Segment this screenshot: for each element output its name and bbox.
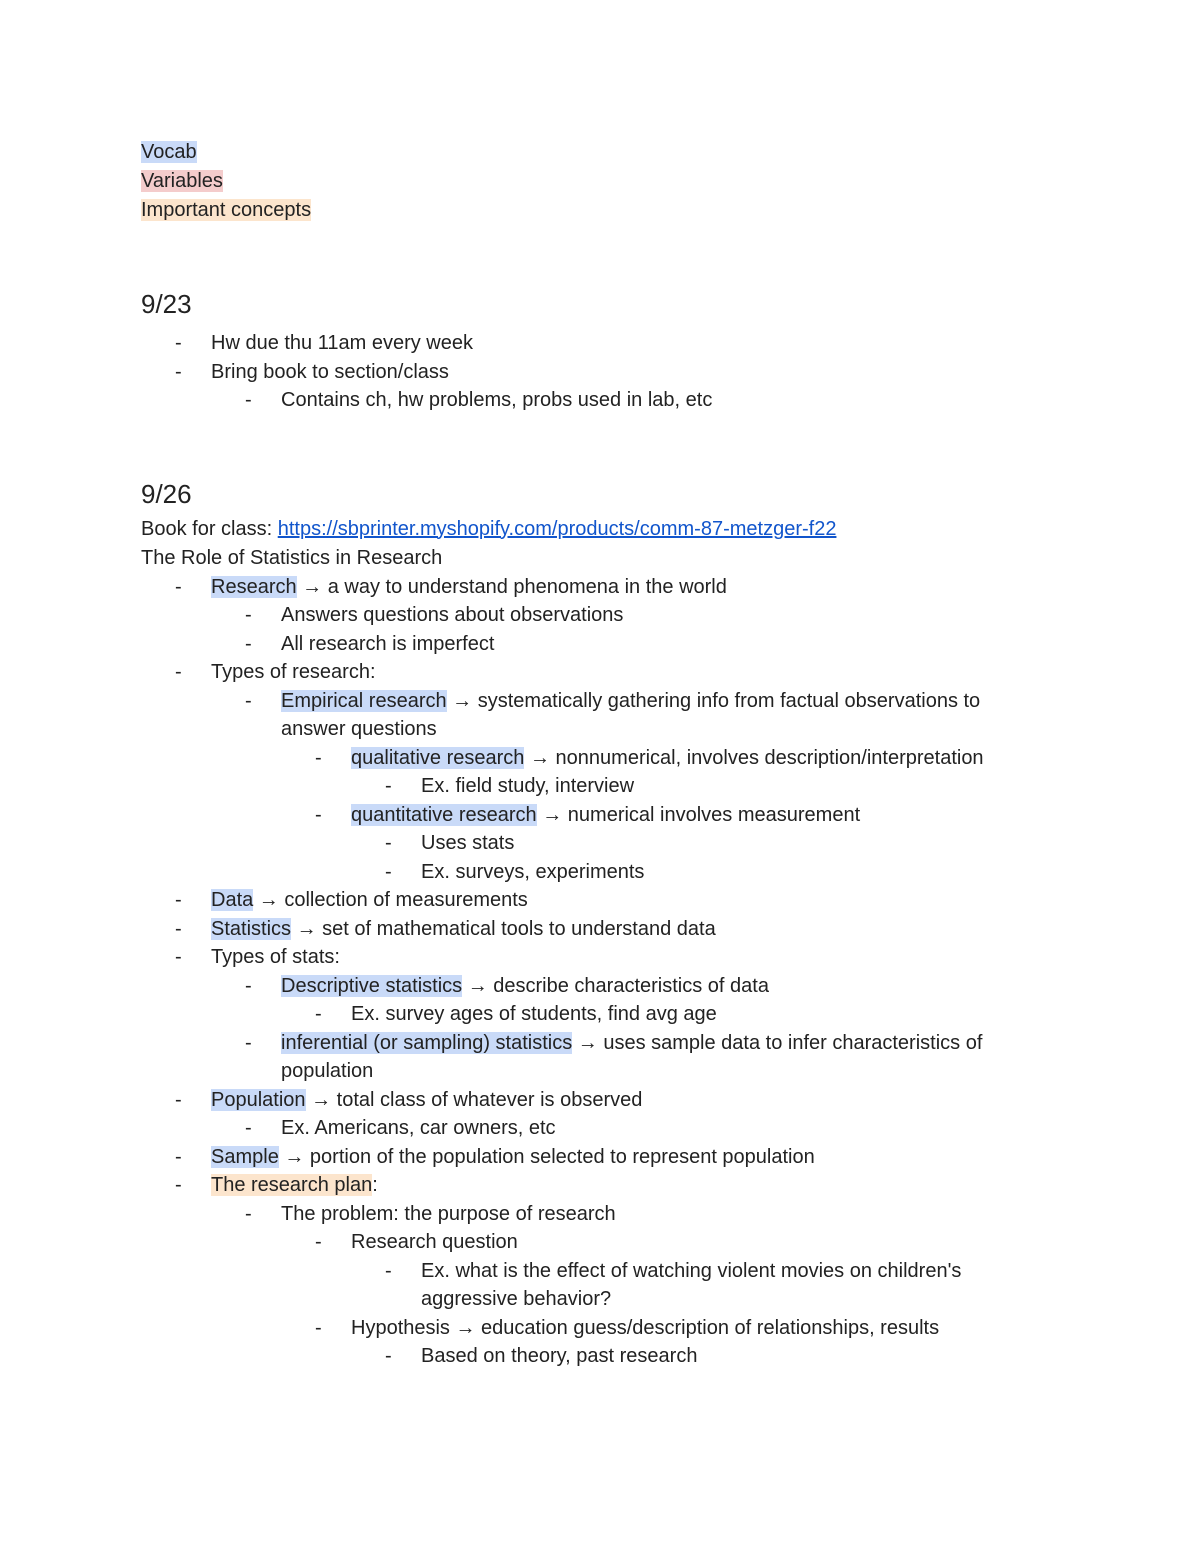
list-item: - Ex. surveys, experiments xyxy=(421,858,1071,887)
list-item: - Ex. what is the effect of watching violent movies on children's aggressive behavior? xyxy=(421,1257,1071,1314)
subtitle: The Role of Statistics in Research xyxy=(141,546,443,569)
book-link[interactable]: https://sbprinter.myshopify.com/products/comm-87-metzger-f22 xyxy=(277,517,837,540)
list-item: - Types of research: - Empirical research → systematically gathering info from factual observations to answer questions - qualitative research → nonnumerical, involves description/interpretation - Ex. field study, interview - quantitative research → numerical involves measurement - Uses stats - Ex. surveys, experiments xyxy=(211,658,1071,886)
document-page xyxy=(141,138,1071,1371)
list-item: - The research plan: - The problem: the purpose of research - Research question - Ex. what is the effect of watching violent movies on children's aggressive behavior? - Hypothesis → education guess/description of relationships, results - Based on theory, past research xyxy=(211,1171,1071,1371)
list-item: - Sample → portion of the population selected to represent population xyxy=(211,1143,1071,1172)
section-9-23-list xyxy=(141,329,1071,415)
list-item: - All research is imperfect xyxy=(281,630,1071,659)
list-item: - Empirical research → systematically gathering info from factual observations to answer questions - qualitative research → nonnumerical, involves description/interpretation - Ex. field study, interview - quantitative research → numerical involves measurement - Uses stats - Ex. surveys, experiments xyxy=(281,687,1071,887)
list-item: - Hypothesis → education guess/description of relationships, results - Based on theory, past research xyxy=(351,1314,1071,1371)
list-item: - Research question - Ex. what is the effect of watching violent movies on children's aggressive behavior? xyxy=(351,1228,1071,1314)
section-9-26-list xyxy=(141,573,1071,1371)
section-heading-9-23: 9/23 xyxy=(141,289,192,319)
list-item: - qualitative research → nonnumerical, involves description/interpretation - Ex. field study, interview xyxy=(351,744,1071,801)
list-item: - Answers questions about observations xyxy=(281,601,1071,630)
legend-important-concepts: Important concepts xyxy=(141,199,312,221)
list-item: - Bring book to section/class - Contains ch, hw problems, probs used in lab, etc xyxy=(211,358,1071,415)
list-item: - Ex. field study, interview xyxy=(421,772,1071,801)
list-item: - Uses stats xyxy=(421,829,1071,858)
legend-vocab: Vocab xyxy=(141,141,197,163)
list-item: - Descriptive statistics → describe characteristics of data - Ex. survey ages of students, find avg age xyxy=(281,972,1071,1029)
book-for-class-line: Book for class: https://sbprinter.myshopify.com/products/comm-87-metzger-f22 xyxy=(141,517,837,540)
list-item: - Hw due thu 11am every week xyxy=(211,329,1071,358)
list-item: - The problem: the purpose of research - Research question - Ex. what is the effect of watching violent movies on children's aggressive behavior? - Hypothesis → education guess/description of relationships, results - Based on theory, past research xyxy=(281,1200,1071,1371)
list-item: - Ex. Americans, car owners, etc xyxy=(281,1114,1071,1143)
list-item: - Ex. survey ages of students, find avg age xyxy=(351,1000,1071,1029)
list-item: - Data → collection of measurements xyxy=(211,886,1071,915)
list-item: - Research → a way to understand phenomena in the world - Answers questions about observations - All research is imperfect xyxy=(211,573,1071,659)
section-heading-9-26: 9/26 xyxy=(141,478,192,509)
list-item: - Population → total class of whatever is observed - Ex. Americans, car owners, etc xyxy=(211,1086,1071,1143)
list-item: - Contains ch, hw problems, probs used in lab, etc xyxy=(281,386,1071,415)
list-item: - inferential (or sampling) statistics → uses sample data to infer characteristics of population xyxy=(281,1029,1071,1086)
color-legend xyxy=(141,138,1071,225)
list-item: - Types of stats: - Descriptive statistics → describe characteristics of data - Ex. survey ages of students, find avg age - inferential (or sampling) statistics → uses sample data to infer characteristics of population xyxy=(211,943,1071,1086)
legend-variables: Variables xyxy=(141,170,223,192)
list-item: - quantitative research → numerical involves measurement - Uses stats - Ex. surveys, experiments xyxy=(351,801,1071,887)
list-item: - Based on theory, past research xyxy=(421,1342,1071,1371)
list-item: - Statistics → set of mathematical tools to understand data xyxy=(211,915,1071,944)
